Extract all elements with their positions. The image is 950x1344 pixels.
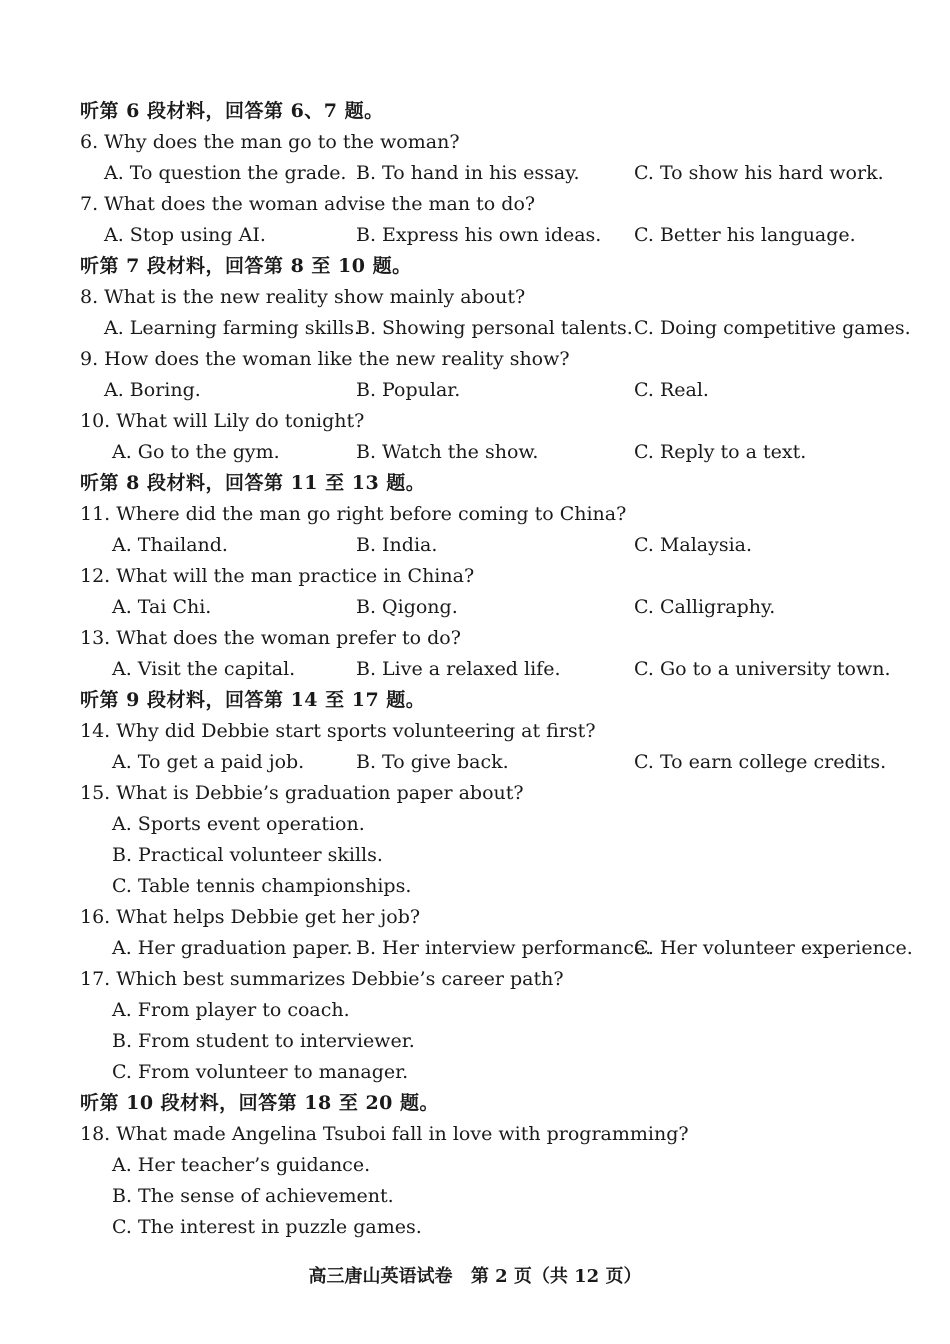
question-9: 9. How does the woman like the new reality show? — [80, 348, 570, 370]
option-10a: A. Go to the gym. — [112, 441, 280, 463]
option-14b: B. To give back. — [356, 751, 509, 773]
option-7c: C. Better his language. — [634, 224, 856, 246]
option-6b: B. To hand in his essay. — [356, 162, 580, 184]
question-10: 10. What will Lily do tonight? — [80, 410, 365, 432]
option-14a: A. To get a paid job. — [112, 751, 305, 773]
option-18a: A. Her teacher’s guidance. — [112, 1154, 371, 1176]
question-14: 14. Why did Debbie start sports volunteering at first? — [80, 720, 596, 742]
question-11: 11. Where did the man go right before coming to China? — [80, 503, 627, 525]
option-7a: A. Stop using AI. — [104, 224, 266, 246]
question-7: 7. What does the woman advise the man to do? — [80, 193, 536, 215]
option-17c: C. From volunteer to manager. — [112, 1061, 409, 1083]
section-heading-8: 听第 8 段材料，回答第 11 至 13 题。 — [80, 472, 426, 494]
option-11c: C. Malaysia. — [634, 534, 753, 556]
option-12b: B. Qigong. — [356, 596, 458, 618]
option-14c: C. To earn college credits. — [634, 751, 887, 773]
question-17: 17. Which best summarizes Debbie’s career path? — [80, 968, 564, 990]
option-12a: A. Tai Chi. — [112, 596, 212, 618]
option-11b: B. India. — [356, 534, 438, 556]
question-13: 13. What does the woman prefer to do? — [80, 627, 461, 649]
question-8: 8. What is the new reality show mainly about? — [80, 286, 526, 308]
footer-page-number: 第 2 页（共 12 页） — [470, 1266, 642, 1287]
option-7b: B. Express his own ideas. — [356, 224, 602, 246]
option-10c: C. Reply to a text. — [634, 441, 807, 463]
section-heading-10: 听第 10 段材料，回答第 18 至 20 题。 — [80, 1092, 440, 1114]
option-6a: A. To question the grade. — [104, 162, 347, 184]
footer-title: 高三唐山英语试卷 — [308, 1266, 453, 1287]
option-9a: A. Boring. — [104, 379, 201, 401]
option-11a: A. Thailand. — [112, 534, 228, 556]
option-15c: C. Table tennis championships. — [112, 875, 412, 897]
question-12: 12. What will the man practice in China? — [80, 565, 475, 587]
option-15a: A. Sports event operation. — [112, 813, 365, 835]
option-10b: B. Watch the show. — [356, 441, 539, 463]
option-13b: B. Live a relaxed life. — [356, 658, 561, 680]
option-17b: B. From student to interviewer. — [112, 1030, 415, 1052]
option-18c: C. The interest in puzzle games. — [112, 1216, 422, 1238]
option-13a: A. Visit the capital. — [112, 658, 296, 680]
question-18: 18. What made Angelina Tsuboi fall in love with programming? — [80, 1123, 689, 1145]
page-footer — [0, 1262, 950, 1292]
option-12c: C. Calligraphy. — [634, 596, 776, 618]
option-9b: B. Popular. — [356, 379, 461, 401]
option-18b: B. The sense of achievement. — [112, 1185, 394, 1207]
option-8b: B. Showing personal talents. — [356, 317, 633, 339]
section-heading-9: 听第 9 段材料，回答第 14 至 17 题。 — [80, 689, 426, 711]
option-8c: C. Doing competitive games. — [634, 317, 911, 339]
option-6c: C. To show his hard work. — [634, 162, 884, 184]
option-17a: A. From player to coach. — [112, 999, 350, 1021]
option-13c: C. Go to a university town. — [634, 658, 891, 680]
section-heading-6: 听第 6 段材料，回答第 6、7 题。 — [80, 100, 384, 122]
section-heading-7: 听第 7 段材料，回答第 8 至 10 题。 — [80, 255, 412, 277]
option-16b: B. Her interview performance. — [356, 937, 652, 959]
option-9c: C. Real. — [634, 379, 709, 401]
question-6: 6. Why does the man go to the woman? — [80, 131, 460, 153]
question-16: 16. What helps Debbie get her job? — [80, 906, 421, 928]
question-15: 15. What is Debbie’s graduation paper about? — [80, 782, 524, 804]
option-8a: A. Learning farming skills. — [104, 317, 361, 339]
option-16c: C. Her volunteer experience. — [634, 937, 913, 959]
option-15b: B. Practical volunteer skills. — [112, 844, 383, 866]
option-16a: A. Her graduation paper. — [112, 937, 353, 959]
